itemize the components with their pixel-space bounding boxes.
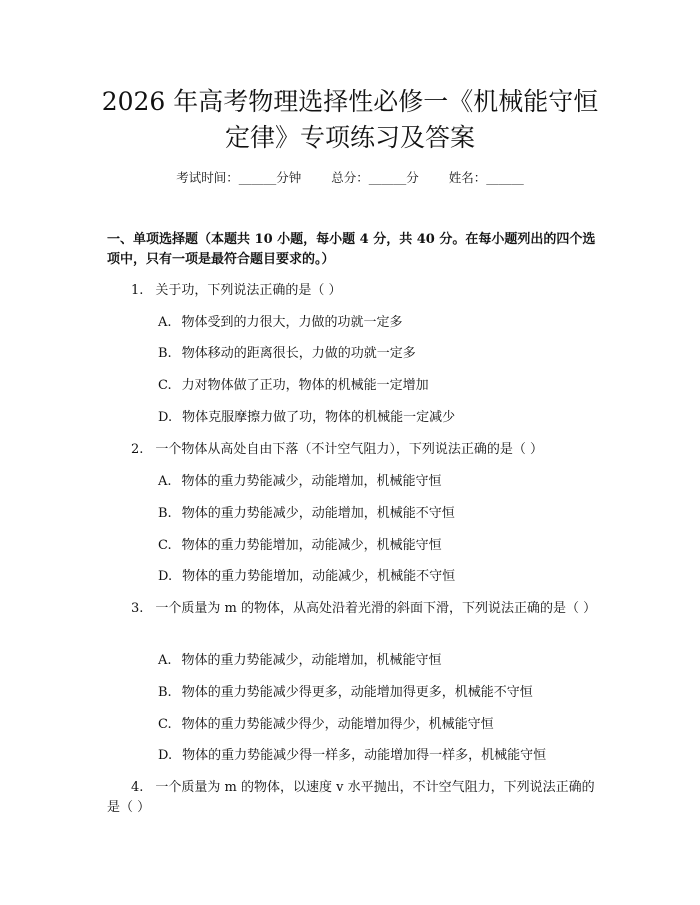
option-text: 物体受到的力很大，力做的功就一定多 (181, 315, 403, 330)
question-2-option-a (158, 472, 598, 492)
question-3-option-c (158, 715, 598, 735)
question-1 (107, 281, 604, 301)
question-3 (107, 599, 604, 619)
question-1-option-a (158, 313, 598, 333)
option-letter: A. (158, 315, 172, 330)
option-letter: A. (158, 474, 172, 489)
exam-info (0, 168, 700, 186)
option-letter: D. (158, 410, 173, 425)
student-name: 姓名：______ (448, 170, 524, 185)
option-text: 物体的重力势能减少得一样多，动能增加得一样多，机械能守恒 (182, 748, 547, 763)
question-2 (107, 440, 604, 460)
option-letter: C. (158, 378, 172, 393)
option-letter: B. (158, 506, 172, 521)
question-text: 一个物体从高处自由下落（不计空气阻力），下列说法正确的是（ ） (155, 442, 544, 457)
option-text: 物体的重力势能增加，动能减少，机械能不守恒 (182, 569, 456, 584)
title-line-2: 定律》专项练习及答案 (224, 123, 475, 152)
title-line-1: 2026 年高考物理选择性必修一《机械能守恒 (101, 87, 599, 116)
option-letter: B. (158, 685, 172, 700)
question-number: 3. (131, 601, 144, 616)
question-3-option-d (158, 746, 598, 766)
question-1-option-d (158, 408, 598, 428)
question-1-option-c (158, 376, 598, 396)
question-number: 2. (131, 442, 144, 457)
option-text: 物体的重力势能减少，动能增加，机械能不守恒 (181, 506, 455, 521)
question-number: 4. (131, 780, 144, 795)
question-2-option-d (158, 567, 598, 587)
question-3-option-a (158, 651, 598, 671)
option-letter: D. (158, 569, 173, 584)
option-letter: C. (158, 538, 172, 553)
option-text: 力对物体做了正功，物体的机械能一定增加 (181, 378, 429, 393)
option-letter: D. (158, 748, 173, 763)
question-text: 一个质量为 m 的物体，从高处沿着光滑的斜面下滑，下列说法正确的是（ ） (155, 601, 597, 616)
total-score: 总分：______分 (331, 170, 419, 185)
question-text: 一个质量为 m 的物体，以速度 v 水平抛出，不计空气阻力，下列说法正确的是（ ） (107, 780, 595, 815)
document-title (60, 84, 640, 156)
question-4 (107, 778, 604, 818)
option-letter: C. (158, 717, 172, 732)
option-text: 物体克服摩擦力做了功，物体的机械能一定减少 (182, 410, 456, 425)
option-text: 物体的重力势能减少得少，动能增加得少，机械能守恒 (181, 717, 494, 732)
section-heading: 一、单项选择题（本题共 10 小题，每小题 4 分，共 40 分。在每小题列出的四个选项中，只有一项是最符合题目要求的。） (107, 232, 596, 267)
option-text: 物体的重力势能减少，动能增加，机械能守恒 (181, 653, 442, 668)
question-2-option-c (158, 536, 598, 556)
exam-time: 考试时间：______分钟 (176, 170, 302, 185)
question-1-option-b (158, 344, 598, 364)
option-letter: B. (158, 346, 172, 361)
question-3-option-b (158, 683, 598, 703)
option-text: 物体的重力势能减少得更多，动能增加得更多，机械能不守恒 (181, 685, 533, 700)
question-number: 1. (131, 283, 144, 298)
question-2-option-b (158, 504, 598, 524)
option-text: 物体的重力势能增加，动能减少，机械能守恒 (181, 538, 442, 553)
question-text: 关于功，下列说法正确的是（ ） (155, 283, 342, 298)
option-letter: A. (158, 653, 172, 668)
option-text: 物体移动的距离很长，力做的功就一定多 (181, 346, 416, 361)
option-text: 物体的重力势能减少，动能增加，机械能守恒 (181, 474, 442, 489)
